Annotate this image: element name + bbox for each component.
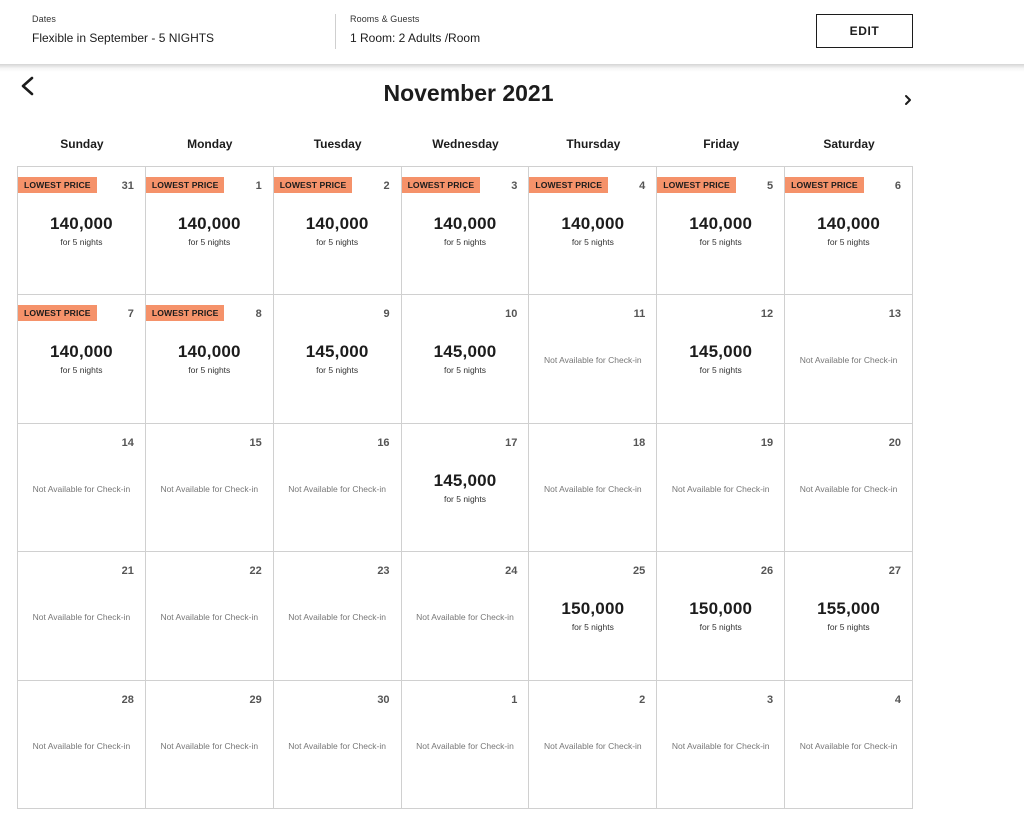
calendar-day-cell[interactable] xyxy=(402,424,530,552)
nights-label: for 5 nights xyxy=(827,237,870,247)
day-price: 140,000 xyxy=(177,214,241,233)
calendar-day-unavailable xyxy=(146,424,274,552)
nights-label: for 5 nights xyxy=(316,365,359,376)
nights-label: for 5 nights xyxy=(188,237,231,247)
nights-label: for 5 nights xyxy=(827,622,870,633)
weekday-label: Wednesday xyxy=(432,137,499,151)
lowest-price-badge: LOWEST PRICE xyxy=(785,177,864,193)
day-number: 13 xyxy=(888,308,901,321)
chevron-right-icon[interactable] xyxy=(900,92,916,108)
day-number: 6 xyxy=(894,180,901,192)
rooms-guests-value: 1 Room: 2 Adults /Room xyxy=(350,31,481,45)
calendar-day-cell[interactable] xyxy=(402,295,530,423)
day-number: 31 xyxy=(121,180,134,192)
not-available-label: Not Available for Check-in xyxy=(160,612,259,623)
day-price: 140,000 xyxy=(561,214,625,233)
not-available-label: Not Available for Check-in xyxy=(160,740,259,751)
day-number: 10 xyxy=(505,308,518,321)
calendar-day-cell[interactable] xyxy=(529,552,657,680)
day-number: 7 xyxy=(127,308,134,321)
day-price: 150,000 xyxy=(561,599,625,619)
weekday-label: Sunday xyxy=(60,137,104,151)
calendar-day-unavailable xyxy=(18,424,146,552)
lowest-price-badge: LOWEST PRICE xyxy=(402,177,481,193)
calendar-day-unavailable xyxy=(657,681,785,809)
day-price: 140,000 xyxy=(305,214,369,233)
calendar-day-unavailable xyxy=(529,681,657,809)
not-available-label: Not Available for Check-in xyxy=(544,740,642,751)
day-number: 5 xyxy=(767,180,774,192)
calendar-day-unavailable xyxy=(529,295,657,423)
day-price: 145,000 xyxy=(433,470,497,490)
day-number: 4 xyxy=(639,180,646,192)
nights-label: for 5 nights xyxy=(60,237,103,247)
not-available-label: Not Available for Check-in xyxy=(671,483,770,494)
lowest-price-badge: LOWEST PRICE xyxy=(18,305,97,321)
not-available-label: Not Available for Check-in xyxy=(32,740,131,751)
nights-label: for 5 nights xyxy=(60,365,103,376)
calendar-day-unavailable xyxy=(274,681,402,809)
not-available-label: Not Available for Check-in xyxy=(416,612,514,623)
day-number: 26 xyxy=(760,565,774,578)
nights-label: for 5 nights xyxy=(443,493,487,504)
day-number: 9 xyxy=(383,308,390,321)
rooms-guests-field xyxy=(350,14,480,45)
lowest-price-badge: LOWEST PRICE xyxy=(657,177,736,193)
lowest-price-badge: LOWEST PRICE xyxy=(529,177,608,193)
not-available-label: Not Available for Check-in xyxy=(288,483,386,494)
calendar-day-unavailable xyxy=(18,552,146,680)
calendar-day-cell[interactable] xyxy=(274,295,402,423)
divider xyxy=(335,14,336,49)
calendar-day-unavailable xyxy=(18,681,146,809)
day-number: 24 xyxy=(505,565,518,578)
calendar-day-cell[interactable] xyxy=(18,167,146,295)
nights-label: for 5 nights xyxy=(188,365,231,376)
day-number: 17 xyxy=(505,436,518,449)
day-number: 22 xyxy=(249,565,262,578)
day-number: 28 xyxy=(121,693,134,706)
day-number: 15 xyxy=(249,436,262,449)
day-price: 140,000 xyxy=(689,214,753,233)
edit-button[interactable]: EDIT xyxy=(816,14,913,48)
nights-label: for 5 nights xyxy=(571,622,614,633)
not-available-label: Not Available for Check-in xyxy=(799,355,898,366)
weekday-label: Thursday xyxy=(566,137,621,151)
day-number: 18 xyxy=(633,436,646,449)
day-number: 3 xyxy=(511,180,518,192)
calendar-day-cell[interactable] xyxy=(785,167,913,295)
day-number: 21 xyxy=(121,565,134,578)
calendar-day-unavailable xyxy=(274,424,402,552)
day-price: 140,000 xyxy=(433,214,497,233)
nights-label: for 5 nights xyxy=(443,237,487,247)
day-price: 140,000 xyxy=(177,342,241,362)
day-price: 140,000 xyxy=(49,342,113,362)
nights-label: for 5 nights xyxy=(699,622,742,633)
nights-label: for 5 nights xyxy=(699,237,742,247)
calendar-day-unavailable xyxy=(146,552,274,680)
nights-label: for 5 nights xyxy=(571,237,614,247)
day-price: 140,000 xyxy=(49,214,113,233)
not-available-label: Not Available for Check-in xyxy=(544,483,642,494)
rooms-guests-label: Rooms & Guests xyxy=(350,14,420,24)
day-price: 145,000 xyxy=(433,342,497,362)
lowest-price-badge: LOWEST PRICE xyxy=(146,177,225,193)
calendar-day-cell[interactable] xyxy=(657,167,785,295)
day-number: 4 xyxy=(894,693,901,706)
calendar-grid xyxy=(17,166,913,809)
nights-label: for 5 nights xyxy=(316,237,359,247)
not-available-label: Not Available for Check-in xyxy=(288,740,386,751)
calendar-day-cell[interactable] xyxy=(657,552,785,680)
not-available-label: Not Available for Check-in xyxy=(32,612,131,623)
calendar-day-cell[interactable] xyxy=(785,552,913,680)
not-available-label: Not Available for Check-in xyxy=(799,740,898,751)
calendar-day-cell[interactable] xyxy=(402,167,530,295)
calendar-day-cell[interactable] xyxy=(529,167,657,295)
not-available-label: Not Available for Check-in xyxy=(288,612,386,623)
day-price: 145,000 xyxy=(689,342,753,362)
day-price: 150,000 xyxy=(689,599,753,619)
not-available-label: Not Available for Check-in xyxy=(671,740,770,751)
calendar-day-cell[interactable] xyxy=(146,167,274,295)
lowest-price-badge: LOWEST PRICE xyxy=(18,177,97,193)
calendar-day-cell[interactable] xyxy=(18,295,146,423)
day-number: 14 xyxy=(121,436,134,449)
day-number: 29 xyxy=(249,693,262,706)
weekday-label: Friday xyxy=(703,137,740,151)
calendar-day-cell[interactable] xyxy=(146,295,274,423)
day-number: 1 xyxy=(511,693,518,706)
calendar-day-unavailable xyxy=(274,552,402,680)
day-number: 11 xyxy=(633,308,646,321)
calendar-day-unavailable xyxy=(657,424,785,552)
day-price: 155,000 xyxy=(817,599,880,619)
day-number: 27 xyxy=(888,565,901,578)
calendar-day-cell[interactable] xyxy=(657,295,785,423)
calendar-day-unavailable xyxy=(402,681,530,809)
calendar-day-unavailable xyxy=(785,681,913,809)
calendar-day-unavailable xyxy=(146,681,274,809)
not-available-label: Not Available for Check-in xyxy=(160,483,259,494)
nights-label: for 5 nights xyxy=(699,365,742,376)
weekday-header xyxy=(18,137,913,151)
day-price: 140,000 xyxy=(817,214,880,233)
dates-label: Dates xyxy=(32,14,57,24)
dates-value: Flexible in September - 5 NIGHTS xyxy=(32,31,215,45)
calendar-day-cell[interactable] xyxy=(274,167,402,295)
calendar-day-unavailable xyxy=(785,295,913,423)
day-number: 2 xyxy=(383,180,390,192)
day-number: 8 xyxy=(255,308,262,321)
nights-label: for 5 nights xyxy=(443,365,487,376)
weekday-label: Monday xyxy=(187,137,233,151)
month-title: November 2021 xyxy=(383,80,554,106)
search-summary-bar xyxy=(0,0,1024,66)
calendar-day-unavailable xyxy=(785,424,913,552)
calendar-day-unavailable xyxy=(529,424,657,552)
lowest-price-badge: LOWEST PRICE xyxy=(146,305,225,321)
not-available-label: Not Available for Check-in xyxy=(799,483,898,494)
day-number: 3 xyxy=(767,693,774,706)
day-number: 16 xyxy=(377,436,390,449)
not-available-label: Not Available for Check-in xyxy=(32,483,131,494)
day-price: 145,000 xyxy=(305,342,369,362)
day-number: 23 xyxy=(377,565,390,578)
day-number: 20 xyxy=(888,436,901,449)
weekday-label: Saturday xyxy=(823,137,875,151)
calendar-day-unavailable xyxy=(402,552,530,680)
header-shadow xyxy=(0,64,1024,72)
dates-field xyxy=(32,14,214,45)
day-number: 1 xyxy=(255,180,262,192)
day-number: 2 xyxy=(639,693,646,706)
not-available-label: Not Available for Check-in xyxy=(416,740,514,751)
lowest-price-badge: LOWEST PRICE xyxy=(274,177,353,193)
not-available-label: Not Available for Check-in xyxy=(544,355,642,366)
day-number: 19 xyxy=(760,436,774,449)
weekday-label: Tuesday xyxy=(313,137,362,151)
day-number: 12 xyxy=(760,308,774,321)
day-number: 25 xyxy=(633,565,646,578)
day-number: 30 xyxy=(377,693,390,706)
